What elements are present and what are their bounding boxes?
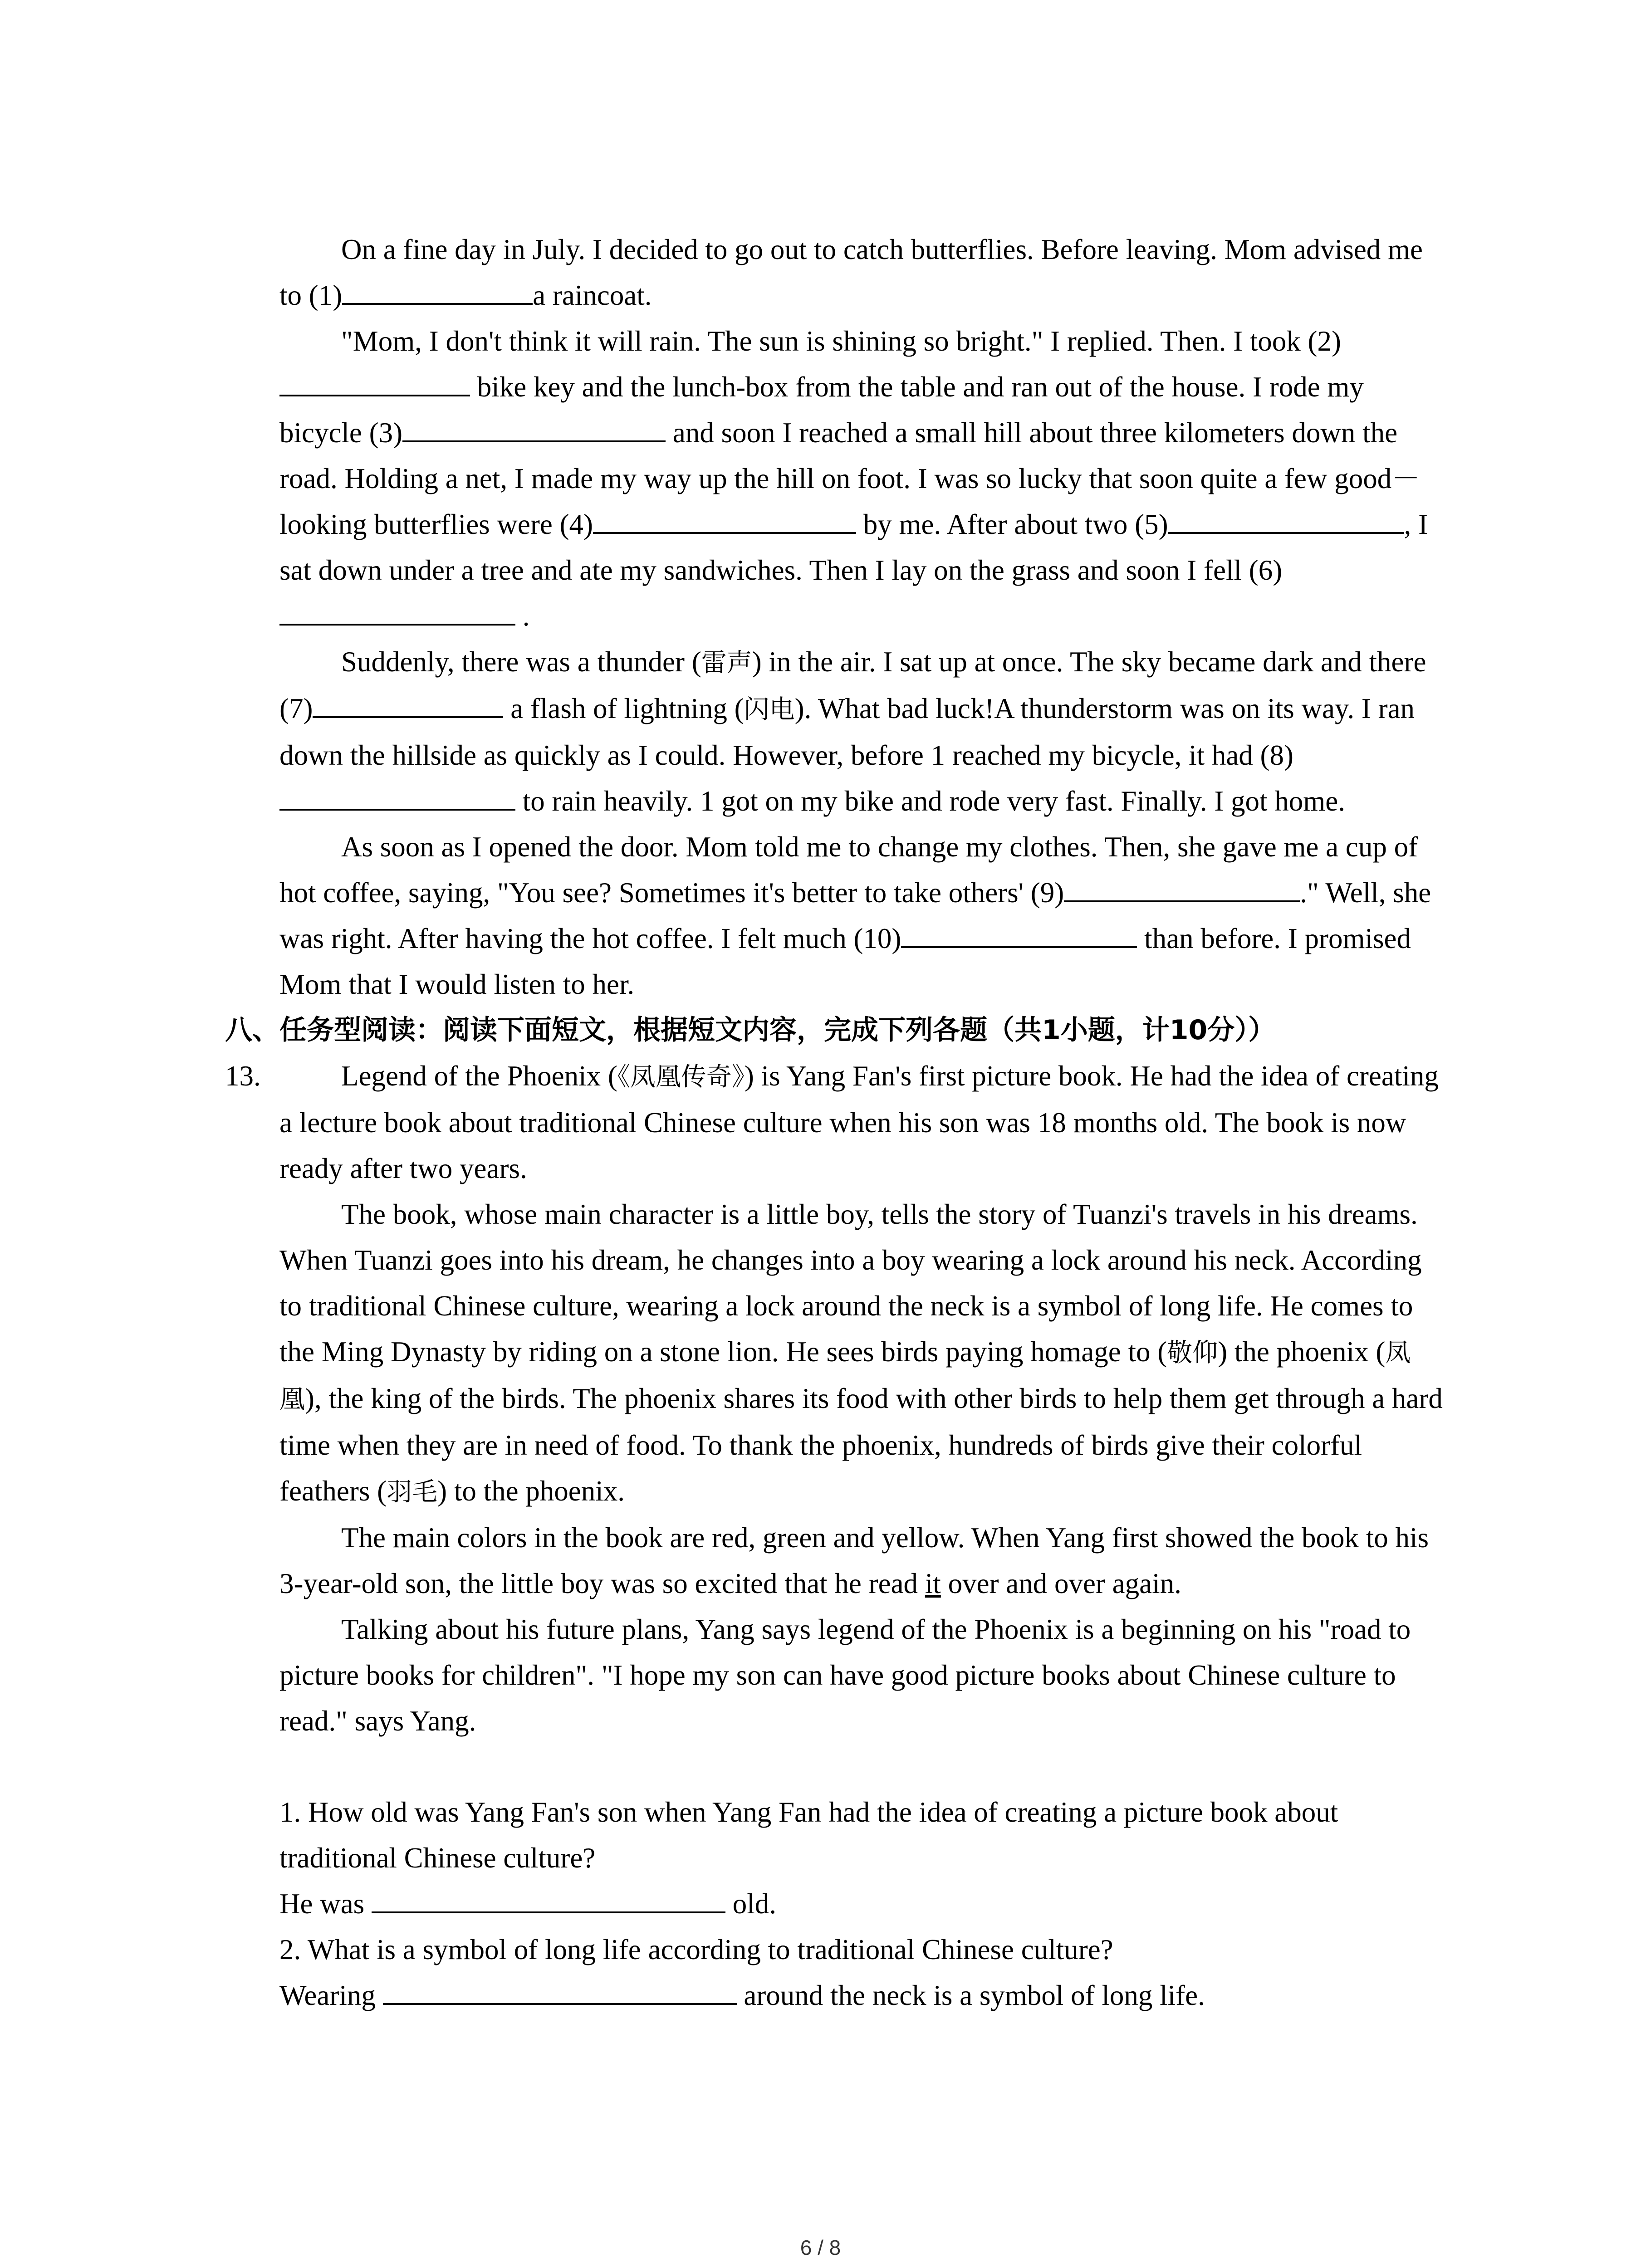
text: On a fine day in July. I decided to go out to catch butterflies. Before leaving. Mom advised me to (1) xyxy=(279,234,1423,311)
chinese-gloss: 闪电 xyxy=(744,695,795,724)
q13-paragraph-2 xyxy=(279,1192,1450,1515)
passage1-paragraph-4 xyxy=(279,824,1450,1007)
section-8-heading: 八、任务型阅读：阅读下面短文，根据短文内容，完成下列各题（共1小题，计10分）） xyxy=(225,1014,1276,1046)
text: bike key and the lunch-box from the table and ran out of the house. I rode my bicycle (3) xyxy=(279,371,1364,449)
text: , I sat down under a tree and ate my sandwiches. Then I lay on the grass and soon I fell (6) xyxy=(279,508,1428,586)
blank-2[interactable] xyxy=(279,368,470,396)
chinese-gloss: 羽毛 xyxy=(387,1477,438,1507)
blank-9[interactable] xyxy=(1064,874,1300,902)
chinese-gloss: 《凤凰传奇》 xyxy=(617,1062,745,1092)
text: He was xyxy=(279,1888,372,1920)
blank-7[interactable] xyxy=(313,690,503,718)
text: ), the king of the birds. The phoenix shares its food with other birds to help them get through a hard time when they are in need of food. To thank the phoenix, hundreds of birds give their colorful feathers ( xyxy=(279,1383,1443,1507)
text: Legend of the Phoenix ( xyxy=(341,1060,617,1092)
text: Wearing xyxy=(279,1980,383,2011)
question-13 xyxy=(225,1053,1450,2019)
blank-3[interactable] xyxy=(402,414,666,442)
underlined-word: it xyxy=(925,1568,941,1599)
text: old. xyxy=(725,1888,776,1920)
text: "Mom, I don't think it will rain. The sun is shining so bright." I replied. Then. I took (2) xyxy=(341,325,1342,357)
page-number: 6 / 8 xyxy=(800,2236,841,2259)
text: ) in the air. I sat up at once. The sky became dark and there (7) xyxy=(279,646,1426,724)
text: around the neck is a symbol of long life. xyxy=(736,1980,1205,2011)
chinese-gloss: 凤凰 xyxy=(279,1338,1411,1414)
text: over and over again. xyxy=(941,1568,1181,1599)
text: and soon I reached a small hill about three kilometers down the road. Holding a net, I made my way up the hill on foot. I was so lucky that soon quite a few good－looking butterflies were (4) xyxy=(279,417,1421,540)
q13-paragraph-3 xyxy=(279,1515,1450,1607)
text: to rain heavily. 1 got on my bike and rode very fast. Finally. I got home. xyxy=(515,785,1345,817)
blank-10[interactable] xyxy=(901,920,1137,948)
blank-1[interactable] xyxy=(342,277,533,305)
text: . xyxy=(515,600,530,632)
sub-question-2-answer-line xyxy=(279,1973,1450,2019)
answer-blank-2[interactable] xyxy=(383,1977,737,2005)
chinese-gloss: 敬仰 xyxy=(1167,1338,1218,1368)
text: Talking about his future plans, Yang says legend of the Phoenix is a beginning on his "road to picture books for children". "I hope my son can have good picture books about Chinese culture to read." says Yang. xyxy=(279,1613,1411,1737)
text: ." Well, she was right. After having the hot coffee. I felt much (10) xyxy=(279,877,1431,954)
sub-question-1: 1. How old was Yang Fan's son when Yang Fan had the idea of creating a picture book about traditional Chinese culture? xyxy=(279,1796,1338,1874)
passage1-paragraph-3 xyxy=(279,639,1450,824)
blank-6[interactable] xyxy=(279,597,515,626)
answer-blank-1[interactable] xyxy=(372,1885,725,1913)
chinese-gloss: 雷声 xyxy=(701,648,752,678)
text: a flash of lightning ( xyxy=(503,693,744,724)
passage1-paragraph-1 xyxy=(279,227,1450,318)
q13-paragraph-1 xyxy=(279,1053,1450,1192)
text: Suddenly, there was a thunder ( xyxy=(341,646,701,678)
q13-paragraph-4 xyxy=(279,1607,1450,1744)
text: than before. I promised Mom that I would listen to her. xyxy=(279,923,1411,1000)
blank-5[interactable] xyxy=(1168,506,1404,534)
text: As soon as I opened the door. Mom told me to change my clothes. Then, she gave me a cup of hot coffee, saying, "You see? Sometimes it's better to take others' (9) xyxy=(279,831,1418,909)
question-number: 13. xyxy=(225,1060,261,1092)
page-content xyxy=(225,227,1450,2019)
text: ) to the phoenix. xyxy=(437,1475,625,1507)
passage1-paragraph-2 xyxy=(279,318,1450,639)
text: The main colors in the book are red, green and yellow. When Yang first showed the book to his 3-year-old son, the little boy was so excited that he read xyxy=(279,1522,1429,1599)
text: ). What bad luck!A thunderstorm was on its way. I ran down the hillside as quickly as I could. However, before 1 reached my bicycle, it had (8) xyxy=(279,693,1415,771)
blank-8[interactable] xyxy=(279,782,515,811)
text: ) is Yang Fan's first picture book. He had the idea of creating a lecture book about traditional Chinese culture when his son was 18 months old. The book is now ready after two years. xyxy=(279,1060,1439,1184)
sub-question-1-answer-line xyxy=(279,1881,1450,1927)
text: by me. After about two (5) xyxy=(856,508,1168,540)
text: The book, whose main character is a little boy, tells the story of Tuanzi's travels in his dreams. When Tuanzi goes into his dream, he changes into a boy wearing a lock around his neck. According to traditional Chinese culture, wearing a lock around the neck is a symbol of long life. He comes to the Ming Dynasty by riding on a stone lion. He sees birds paying homage to ( xyxy=(279,1198,1422,1368)
blank-4[interactable] xyxy=(593,506,856,534)
text: ) the phoenix ( xyxy=(1218,1336,1386,1368)
spacer xyxy=(279,1744,1450,1789)
sub-question-2: 2. What is a symbol of long life according to traditional Chinese culture? xyxy=(279,1934,1113,1965)
text: a raincoat. xyxy=(533,279,652,311)
